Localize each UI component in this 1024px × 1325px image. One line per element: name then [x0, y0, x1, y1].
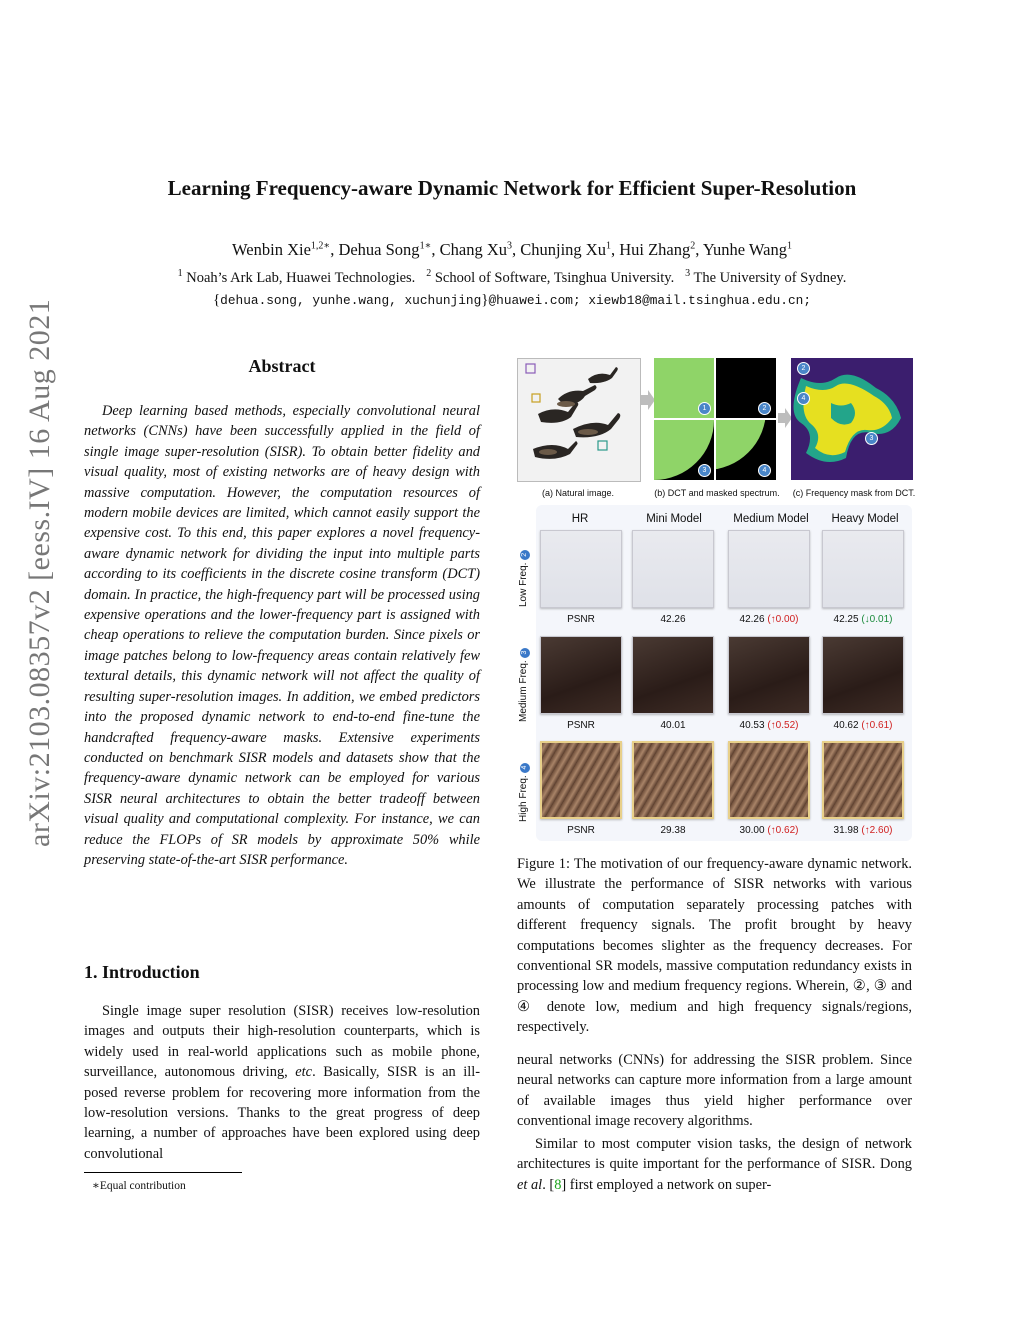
author-sep: ,: [695, 240, 703, 259]
row-label-low: [518, 550, 530, 607]
psnr-medium-delta: (↑0.62): [767, 825, 799, 836]
psnr-medium: 42.26: [739, 614, 765, 625]
patch-high-heavy: [822, 741, 904, 819]
author-sup: 2: [690, 240, 696, 252]
introduction-text: [84, 1001, 480, 1164]
psnr-medium: 30.00: [739, 825, 765, 836]
affil-sup: 2: [426, 268, 432, 279]
metric-label: PSNR: [567, 720, 595, 731]
intro-text-a: Single image super resolution (SISR) receives low-resolution images and outputs their high-resolution counterparts, which is widely used in real-world applications such as mobile phone, surveillance, autonomous driving,: [84, 1003, 480, 1081]
row-label-medium-text: Medium Freq.: [518, 660, 529, 722]
patch-medium-mini: [632, 636, 714, 714]
row-badge-medium: 3: [520, 648, 530, 658]
mask-badge-3: 3: [865, 432, 878, 445]
author-sep: ,: [330, 240, 339, 259]
psnr-heavy-delta: (↑0.61): [861, 720, 893, 731]
psnr-heavy-low: [822, 614, 904, 625]
patch-medium-hr: [540, 636, 622, 714]
dct-spectrum: [654, 358, 776, 480]
psnr-mini-low: [632, 614, 714, 625]
email-list: dehua.song, yunhe.wang, xuchunjing: [220, 293, 482, 308]
brace-close: }: [481, 292, 489, 308]
col-header-mini: Mini Model: [646, 513, 702, 525]
spectrum-badge-3: 3: [698, 464, 711, 477]
patch-high-hr: [540, 741, 622, 819]
affil-text: The University of Sydney.: [690, 269, 847, 286]
author-sep: ,: [511, 240, 521, 259]
frequency-mask: [791, 358, 913, 480]
patch-medium-medium: [728, 636, 810, 714]
psnr-medium: 40.53: [739, 720, 765, 731]
intro-text-b: . Basically, SISR is an ill-posed reverse problem for recovering more information from the low-resolution versions. Thanks to the great progress of deep learning, a number of approaches have been explored using deep convolutional: [84, 1064, 480, 1162]
right-para2-etal: et al: [517, 1176, 543, 1193]
author-name: Chunjing Xu: [520, 240, 606, 259]
author-sup: 1: [605, 240, 611, 252]
introduction-heading: 1. Introduction: [84, 962, 200, 982]
sublabel-c: (c) Frequency mask from DCT.: [792, 488, 916, 498]
author-name: Yunhe Wang: [702, 240, 787, 259]
author-sup: 1: [786, 240, 792, 252]
patch-low-mini: [632, 530, 714, 608]
psnr-heavy: 31.98: [833, 825, 859, 836]
col-header-heavy: Heavy Model: [831, 513, 899, 525]
psnr-heavy-medium: [822, 720, 904, 731]
affiliations: [0, 268, 1024, 287]
abstract-text: Deep learning based methods, especially convolutional neural networks (CNNs) have been successfully applied in the field of single image super-resolution (SISR). To obtain better fidelity and visual quality, most of existing networks are of heavy design with massive computation. However, the computation resources of modern mobile devices are limited, which cannot easily support the expensive cost. To this end, this paper explores a novel frequency-aware dynamic network for dividing the input into multiple parts according to its coefficients in the discrete cosine transform (DCT) domain. In practice, the high-frequency part will be processed using expensive operations and the lower-frequency part is assigned with cheap operations to relieve the computation burden. Since pixels or image patches belong to low-frequency areas contain relatively few textural details, this dynamic network will not affect the quality of resulting super-resolution images. In addition, we embed predictors into the proposed dynamic network to end-to-end fine-tune the handcrafted frequency-aware masks. Extensive experiments conducted on benchmark SISR models and datasets show that the frequency-aware dynamic network can be employed for various SISR neural architectures to obtain the better tradeoff between visual quality and computational complexity. For instance, we can reduce the FLOPs of SR models by approximate 50% while preserving state-of-the-art SISR performance.: [84, 403, 480, 868]
mask-badge-2: 2: [797, 362, 810, 375]
abstract-heading: Abstract: [248, 356, 316, 376]
arxiv-identifier: arXiv:2103.08357v2 [eess.IV] 16 Aug 2021: [23, 298, 56, 847]
psnr-medium-low: [728, 614, 810, 625]
row-label-low-text: Low Freq.: [518, 562, 529, 607]
author-sup: 3: [506, 240, 512, 252]
psnr-label-medium: [540, 720, 622, 731]
paper-title: Learning Frequency-aware Dynamic Network for Efficient Super-Resolution: [167, 176, 857, 200]
col-header-hr: HR: [571, 513, 589, 525]
row-badge-high: 4: [520, 763, 530, 773]
figure-caption: Figure 1: The motivation of our frequency-aware dynamic network. We illustrate the performance of SISR networks with various amounts of computation separately processing patches with different frequency signals. The profit brought by heavy computations becomes slighter as the frequency decreases. For conventional SR models, massive computation redundancy exists in processing low and medium frequency regions. Wherein, ②, ③ and ④ denote low, medium and high frequency signals/regions, respectively.: [517, 856, 912, 1036]
arrow-right-icon: [776, 408, 792, 428]
psnr-medium-delta: (↑0.00): [767, 614, 799, 625]
author-name: Chang Xu: [439, 240, 507, 259]
metric-label: PSNR: [567, 614, 595, 625]
arrow-right-icon: [639, 390, 655, 410]
right-para2-a: Similar to most computer vision tasks, the design of network architectures is quite important for the performance of SISR. Dong: [517, 1136, 912, 1173]
psnr-heavy: 40.62: [833, 720, 859, 731]
psnr-heavy-high: [822, 825, 904, 836]
author-name: Hui Zhang: [619, 240, 691, 259]
author-name: Dehua Song: [338, 240, 420, 259]
affil-text: Noah’s Ark Lab, Huawei Technologies.: [182, 269, 416, 286]
right-para2-b: . [: [542, 1176, 555, 1193]
row-label-medium: [518, 648, 530, 722]
patch-high-mini: [632, 741, 714, 819]
affil-sup: 1: [177, 268, 183, 279]
spectrum-badge-4: 4: [758, 464, 771, 477]
sublabel-b: (b) DCT and masked spectrum.: [654, 488, 780, 498]
psnr-mini: 40.01: [660, 720, 686, 731]
psnr-heavy: 42.25: [833, 614, 859, 625]
author-sep: ,: [431, 240, 440, 259]
psnr-mini-high: [632, 825, 714, 836]
psnr-heavy-delta: (↑2.60): [861, 825, 893, 836]
footnote-rule: [84, 1172, 242, 1173]
right-paragraph-1: neural networks (CNNs) for addressing the SISR problem. Since neural networks can capture more information from a large amount of available images thus yield higher performance over conventional image recovery algorithms.: [517, 1052, 912, 1130]
citation-link[interactable]: 8: [554, 1176, 562, 1193]
psnr-mini: 29.38: [660, 825, 686, 836]
psnr-medium-medium: [728, 720, 810, 731]
intro-etc: etc: [295, 1064, 313, 1081]
mask-pattern: [791, 358, 913, 480]
patch-medium-heavy: [822, 636, 904, 714]
row-label-high: [518, 763, 530, 822]
email-domain: @huawei.com; xiewb18@mail.tsinghua.edu.cn;: [488, 293, 812, 308]
psnr-heavy-delta: (↓0.01): [861, 614, 893, 625]
metric-label: PSNR: [567, 825, 595, 836]
psnr-mini: 42.26: [660, 614, 686, 625]
author-sup: 1,2∗: [310, 240, 331, 252]
author-list: [0, 240, 1024, 260]
right-para2-c: ] first employed a network on super-: [561, 1176, 772, 1193]
row-badge-low: 2: [520, 550, 530, 560]
psnr-label-low: [540, 614, 622, 625]
author-name: Wenbin Xie: [232, 240, 311, 259]
patch-low-medium: [728, 530, 810, 608]
author-sup: 1∗: [419, 240, 432, 252]
psnr-medium-delta: (↑0.52): [767, 720, 799, 731]
psnr-mini-medium: [632, 720, 714, 731]
footnote: ∗Equal contribution: [92, 1180, 186, 1192]
patch-low-heavy: [822, 530, 904, 608]
patch-low-hr: [540, 530, 622, 608]
emails: [0, 292, 1024, 309]
patch-high-medium: [728, 741, 810, 819]
psnr-label-high: [540, 825, 622, 836]
row-label-high-text: High Freq.: [518, 775, 529, 822]
psnr-medium-high: [728, 825, 810, 836]
mask-badge-4: 4: [797, 392, 810, 405]
spectrum-badge-2: 2: [758, 402, 771, 415]
col-header-medium: Medium Model: [733, 513, 809, 525]
spectrum-badge-1: 1: [698, 402, 711, 415]
sublabel-a: (a) Natural image.: [541, 488, 615, 498]
right-paragraph-2: [517, 1134, 912, 1195]
natural-image: [517, 358, 641, 482]
affil-sup: 3: [685, 268, 691, 279]
brace-open: {: [212, 292, 221, 308]
author-sep: ,: [610, 240, 620, 259]
affil-text: School of Software, Tsinghua University.: [431, 269, 675, 286]
geese-illustration: [518, 359, 640, 481]
